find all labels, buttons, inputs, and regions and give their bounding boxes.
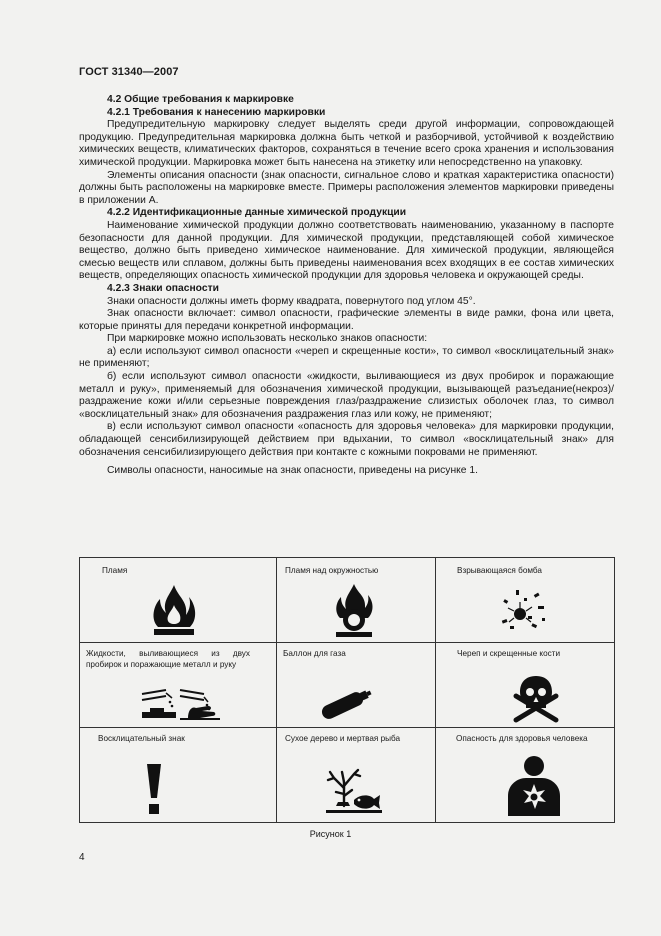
page-number: 4	[79, 852, 85, 863]
health-hazard-icon	[504, 754, 564, 818]
paragraph: Знаки опасности должны иметь форму квадрата, повернутого под углом 45°.	[107, 295, 476, 307]
hazard-symbols-table	[79, 557, 615, 823]
exclamation-icon	[144, 762, 164, 816]
cell-label: Пламя над окружностью	[285, 566, 379, 575]
cell-label: Жидкости, выливающиеся из двух пробирок и поражающие металл и руку	[86, 649, 250, 669]
list-item-b: б) если используют символ опасности «жидкости, выливающиеся из двух пробирок и поражающие металл и руку», применяемый для обозначения химической продукции, вызывающей разъедание(некроз)/раздражение кожи и/или серьезные повреждения глаз/раздражение слизистых оболочек глаз, то символ «восклицательный знак» для обозначения раздражения глаз или кожу, не применяют;	[79, 371, 614, 420]
gas-cylinder-icon	[316, 683, 380, 723]
paragraph: Наименование химической продукции должно соответствовать наименованию, указанному в паспорте безопасности для данной продукции. Для химической продукции, представляющей собой химическое вещество, должно быть приведено химическое наименование. Для химической продукции, являющейся смесью веществ или сплавом, должны быть приведены наименования всех входящих в ее состав химических веществ, определяющих опасность химической продукции для здоровья человека и окружающей среды.	[79, 219, 614, 282]
skull-crossbones-icon	[508, 674, 564, 724]
cell-label: Опасность для здоровья человека	[456, 734, 588, 743]
exploding-bomb-icon	[494, 580, 554, 638]
cell-label: Баллон для газа	[283, 649, 346, 658]
cell-label: Взрывающаяся бомба	[457, 566, 542, 575]
paragraph: Знак опасности включает: символ опасности, графические элементы в виде рамки, фона или цвета, которые приняты для передачи конкретной информации.	[79, 308, 614, 332]
paragraph: При маркировке можно использовать несколько знаков опасности:	[107, 333, 428, 345]
corrosion-icon	[136, 686, 220, 720]
heading-4-2-1: 4.2.1 Требования к нанесению маркировки	[107, 106, 326, 118]
list-item-c: в) если используют символ опасности «опасность для здоровья человека» для маркировки продукции, обладающей сенсибилизирующей действием при вдыхании, то символ «восклицательный знак» для обозначения сенсибилизирующего действия при контакте с кожными покровами не применяют.	[79, 421, 614, 458]
flame-over-circle-icon	[324, 580, 384, 640]
flame-icon	[144, 581, 204, 639]
cell-label: Череп и скрещенные кости	[457, 649, 561, 658]
cell-label: Восклицательный знак	[98, 734, 185, 743]
section-text	[79, 94, 614, 478]
paragraph: Символы опасности, наносимые на знак опасности, приведены на рисунке 1.	[107, 465, 478, 477]
cell-label: Сухое дерево и мертвая рыба	[285, 734, 401, 743]
heading-4-2-3: 4.2.3 Знаки опасности	[107, 282, 219, 294]
list-item-a: а) если используют символ опасности «череп и скрещенные кости», то символ «восклицательный знак» не применяют;	[79, 345, 614, 370]
paragraph: Элементы описания опасности (знак опасности, сигнальное слово и краткая характеристика опасности) должны быть расположены на маркировке вместе. Примеры расположения элементов маркировки приведены в приложении А.	[79, 169, 614, 206]
heading-4-2: 4.2 Общие требования к маркировке	[107, 94, 294, 105]
cell-label: Пламя	[102, 566, 128, 575]
dead-tree-fish-icon	[324, 766, 384, 814]
figure-caption: Рисунок 1	[309, 829, 352, 839]
document-code: ГОСТ 31340—2007	[79, 66, 179, 78]
paragraph: Предупредительную маркировку следует выделять среди другой информации, сопровождающей продукцию. Предупредительная маркировка должна быть четкой и разборчивой, устойчивой к воздействию химических веществ, климатических факторов, сохраняться в течение всего срока хранения и использования химической продукции. Маркировка может быть нанесена на этикетку или непосредственно на упаковку.	[79, 119, 614, 168]
heading-4-2-2: 4.2.2 Идентификационные данные химической продукции	[107, 207, 407, 219]
